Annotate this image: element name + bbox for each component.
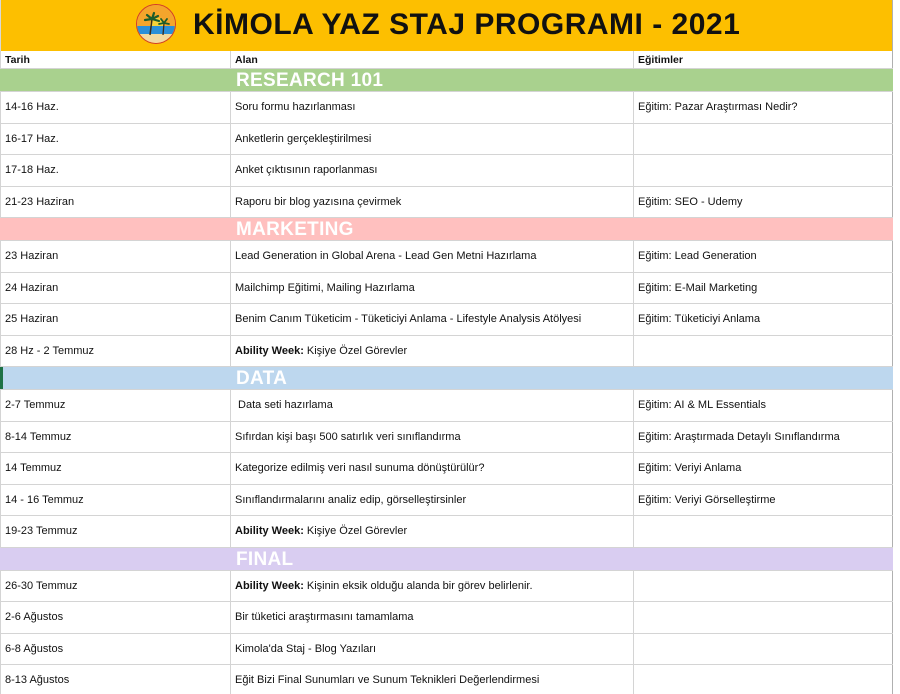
section-header-row[interactable] — [0, 548, 893, 571]
date-cell[interactable]: 2-6 Ağustos — [0, 602, 231, 633]
area-cell[interactable] — [231, 516, 634, 547]
date-cell[interactable]: 25 Haziran — [0, 304, 231, 335]
training-cell[interactable]: Eğitim: AI & ML Essentials — [634, 390, 893, 421]
ability-week-label: Ability Week: — [235, 344, 304, 357]
area-cell[interactable] — [231, 571, 634, 602]
area-text: Bir tüketici araştırmasını tamamlama — [235, 611, 414, 624]
training-cell[interactable] — [634, 602, 893, 633]
area-cell[interactable] — [231, 634, 634, 665]
area-cell[interactable] — [231, 390, 634, 421]
area-cell[interactable] — [231, 241, 634, 272]
date-cell[interactable]: 14-16 Haz. — [0, 92, 231, 123]
date-cell[interactable]: 6-8 Ağustos — [0, 634, 231, 665]
date-cell[interactable]: 2-7 Temmuz — [0, 390, 231, 421]
schedule-table — [0, 51, 893, 694]
area-cell[interactable] — [231, 665, 634, 694]
training-cell[interactable]: Eğitim: Pazar Araştırması Nedir? — [634, 92, 893, 123]
area-cell[interactable] — [231, 422, 634, 453]
area-cell[interactable] — [231, 155, 634, 186]
training-cell[interactable]: Eğitim: E-Mail Marketing — [634, 273, 893, 304]
area-text: Kategorize edilmiş veri nasıl sunuma dönüştürülür? — [235, 462, 485, 475]
section-header-row[interactable] — [0, 218, 893, 241]
date-cell[interactable]: 14 - 16 Temmuz — [0, 485, 231, 516]
area-text: Kişiye Özel Görevler — [306, 525, 408, 538]
date-cell[interactable]: 23 Haziran — [0, 241, 231, 272]
table-row — [0, 304, 893, 336]
section-header-row[interactable] — [0, 69, 893, 92]
date-cell[interactable]: 28 Hz - 2 Temmuz — [0, 336, 231, 367]
section-header-row[interactable] — [0, 367, 893, 390]
title-banner — [0, 0, 893, 51]
area-text: Kişinin eksik olduğu alanda bir görev belirlenir. — [306, 579, 533, 592]
date-cell[interactable]: 26-30 Temmuz — [0, 571, 231, 602]
training-cell[interactable] — [634, 571, 893, 602]
area-cell[interactable] — [231, 92, 634, 123]
training-cell[interactable] — [634, 124, 893, 155]
date-cell[interactable]: 8-13 Ağustos — [0, 665, 231, 694]
training-cell[interactable]: Eğitim: Lead Generation — [634, 241, 893, 272]
area-cell[interactable] — [231, 602, 634, 633]
area-cell[interactable] — [231, 304, 634, 335]
training-cell[interactable]: Eğitim: SEO - Udemy — [634, 187, 893, 218]
table-row — [0, 390, 893, 422]
training-cell[interactable] — [634, 155, 893, 186]
table-row — [0, 422, 893, 454]
table-row — [0, 92, 893, 124]
section-title: DATA — [236, 368, 288, 389]
table-row — [0, 634, 893, 666]
ability-week-label: Ability Week: — [235, 525, 304, 538]
table-row — [0, 187, 893, 219]
date-cell[interactable]: 16-17 Haz. — [0, 124, 231, 155]
table-row — [0, 124, 893, 156]
date-cell[interactable]: 24 Haziran — [0, 273, 231, 304]
area-text: Benim Canım Tüketicim - Tüketiciyi Anlama - Lifestyle Analysis Atölyesi — [235, 313, 582, 326]
training-cell[interactable] — [634, 516, 893, 547]
date-cell[interactable]: 14 Temmuz — [0, 453, 231, 484]
beach-logo-icon — [136, 4, 176, 44]
area-text: Mailchimp Eğitimi, Mailing Hazırlama — [235, 281, 415, 294]
section-title: FINAL — [236, 548, 294, 570]
table-row — [0, 516, 893, 548]
table-row — [0, 241, 893, 273]
table-row — [0, 273, 893, 305]
table-row — [0, 485, 893, 517]
table-row — [0, 453, 893, 485]
area-text: Lead Generation in Global Arena - Lead Gen Metni Hazırlama — [235, 250, 537, 263]
area-cell[interactable] — [231, 336, 634, 367]
area-cell[interactable] — [231, 453, 634, 484]
date-cell[interactable]: 19-23 Temmuz — [0, 516, 231, 547]
row-edge-marker — [0, 367, 3, 389]
training-cell[interactable]: Eğitim: Tüketiciyi Anlama — [634, 304, 893, 335]
column-header-date[interactable]: Tarih — [0, 51, 231, 68]
date-cell[interactable]: 8-14 Temmuz — [0, 422, 231, 453]
training-cell[interactable]: Eğitim: Araştırmada Detaylı Sınıflandırma — [634, 422, 893, 453]
table-row — [0, 155, 893, 187]
table-row — [0, 602, 893, 634]
area-cell[interactable] — [231, 273, 634, 304]
area-text: Anketlerin gerçekleştirilmesi — [235, 132, 372, 145]
table-row — [0, 336, 893, 368]
ability-week-label: Ability Week: — [235, 579, 304, 592]
area-text: Kişiye Özel Görevler — [306, 344, 408, 357]
page-title: KİMOLA YAZ STAJ PROGRAMI - 2021 — [193, 8, 741, 41]
area-cell[interactable] — [231, 187, 634, 218]
date-cell[interactable]: 21-23 Haziran — [0, 187, 231, 218]
column-header-row — [0, 51, 893, 69]
section-title: RESEARCH 101 — [236, 70, 384, 91]
training-cell[interactable] — [634, 336, 893, 367]
area-cell[interactable] — [231, 124, 634, 155]
area-text: Anket çıktısının raporlanması — [235, 164, 378, 177]
date-cell[interactable]: 17-18 Haz. — [0, 155, 231, 186]
table-row — [0, 665, 893, 694]
area-text: Kimola'da Staj - Blog Yazıları — [235, 642, 377, 655]
area-text: Eğit Bizi Final Sunumları ve Sunum Teknikleri Değerlendirmesi — [235, 674, 540, 687]
table-row — [0, 571, 893, 603]
column-header-area[interactable]: Alan — [231, 51, 634, 68]
area-text: Data seti hazırlama — [235, 399, 333, 412]
area-text: Sıfırdan kişi başı 500 satırlık veri sınıflandırma — [235, 430, 461, 443]
training-cell[interactable]: Eğitim: Veriyi Anlama — [634, 453, 893, 484]
area-cell[interactable] — [231, 485, 634, 516]
column-header-trainings[interactable]: Eğitimler — [634, 51, 893, 68]
area-text: Sınıflandırmalarını analiz edip, görselleştirsinler — [235, 493, 467, 506]
area-text: Soru formu hazırlanması — [235, 101, 356, 114]
training-cell[interactable]: Eğitim: Veriyi Görselleştirme — [634, 485, 893, 516]
training-cell[interactable] — [634, 634, 893, 665]
area-text: Raporu bir blog yazısına çevirmek — [235, 195, 402, 208]
section-title: MARKETING — [236, 219, 354, 240]
training-cell[interactable] — [634, 665, 893, 694]
